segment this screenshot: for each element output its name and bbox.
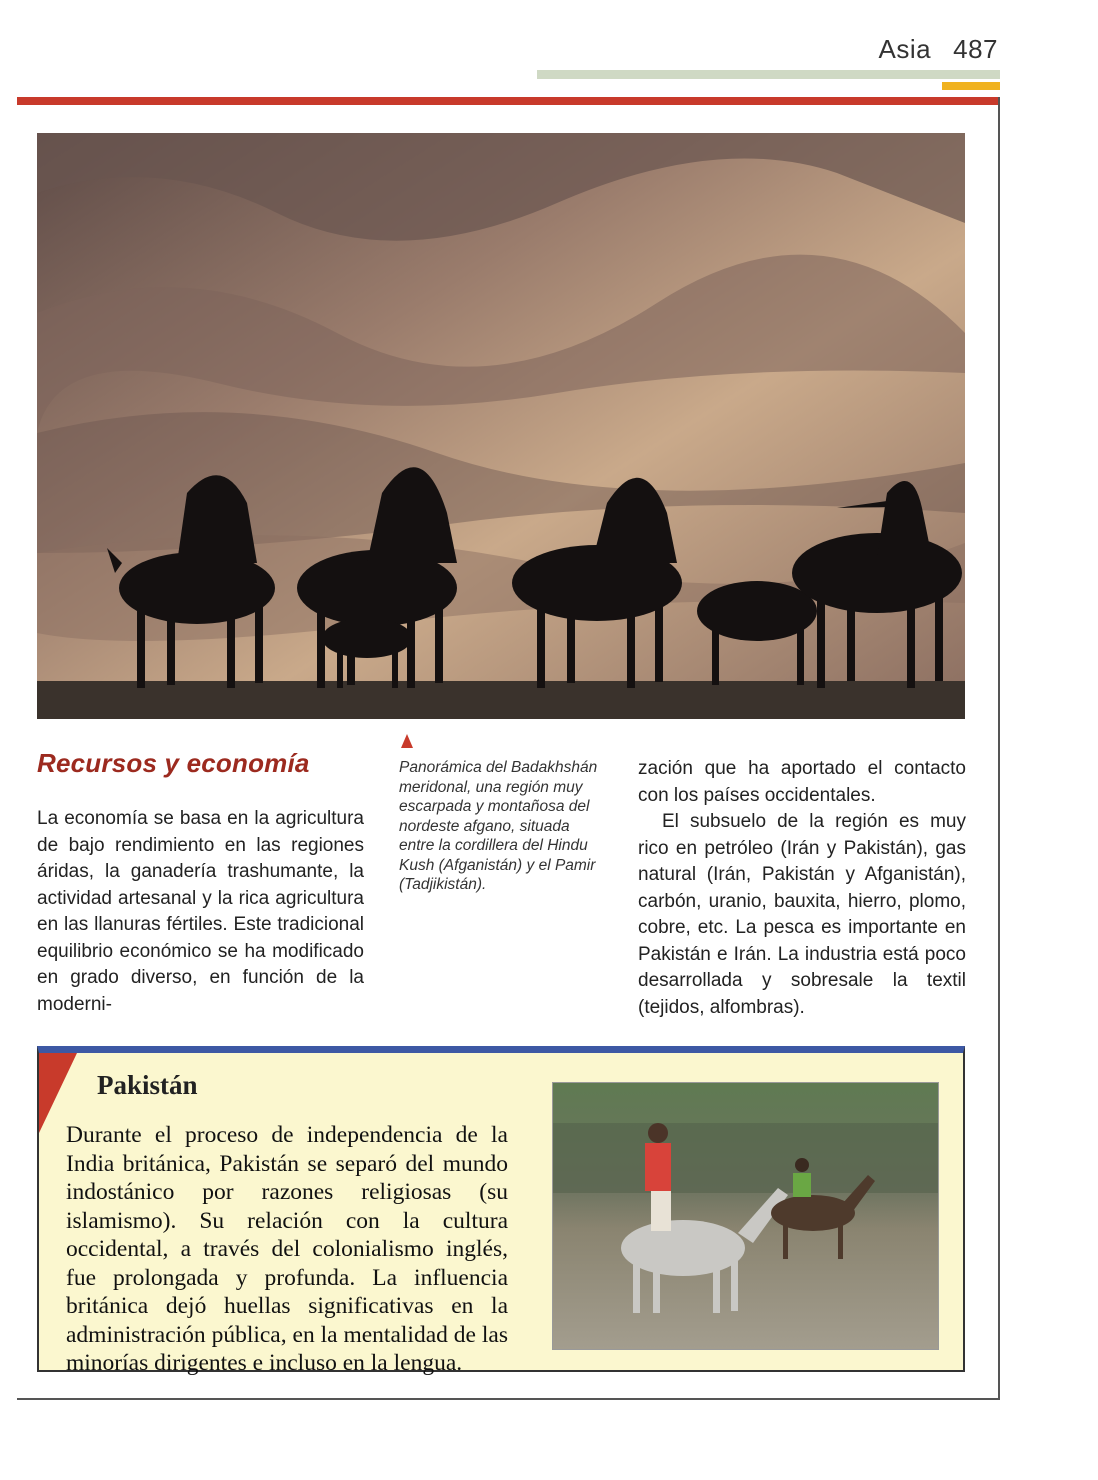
body-text-column-1: La economía se basa en la agricultura de bajo rendimiento en las regiones áridas, la ganadería trashumante, la actividad artesanal y la rica agricultura en las llanuras fértiles. Este tradicional equilibrio económico se ha modificado en grado diverso, en función de la moderni- <box>37 808 364 1015</box>
body-text-column-3 <box>638 756 966 1021</box>
box-text: Durante el proceso de independencia de la India británica, Pakistán se separó del mundo indostánico por razones religiosas (su islamismo). Su relación con la cultura occidental, a través del colonialismo inglés, fue prolongada y profunda. La influencia británica dejó huellas significativas en la administración pública, en la mentalidad de las minorías dirigentes e incluso en la lengua. <box>66 1122 508 1376</box>
running-header <box>879 34 998 65</box>
header-tab <box>942 82 1000 90</box>
caption-triangle-icon <box>401 734 413 748</box>
caravan-photo <box>37 133 965 719</box>
photo-caption: Panorámica del Badakhshán meridonal, una región muy escarpada y montañosa del nordeste afgano, situada entre la cordillera del Hindu Kush (Afganistán) y el Pamir (Tadjikistán). <box>399 759 598 893</box>
pakistan-sidebar-box <box>37 1046 965 1376</box>
photo-caption-block <box>399 734 604 895</box>
section-title: Recursos y economía <box>37 748 310 778</box>
page-number: 487 <box>953 34 998 64</box>
top-rule <box>17 97 1000 105</box>
frame-bottom-rule <box>17 1398 1000 1400</box>
body-paragraph-continuation: zación que ha aportado el contacto con los países occidentales. <box>638 758 966 806</box>
header-stripe <box>537 70 1000 79</box>
body-paragraph-subsoil: El subsuelo de la región es muy rico en petróleo (Irán y Pakistán), gas natural (Irán, Pakistán y Afganistán), carbón, uranio, bauxita, hierro, plomo, cobre, etc. La pesca es importante en Pakistán e Irán. La industria está poco desarrollada y sobresale la textil (tejidos, alfombras). <box>638 811 966 1018</box>
frame-right-rule <box>998 97 1000 1400</box>
section-name: Asia <box>878 34 932 64</box>
box-title: Pakistán <box>97 1070 198 1100</box>
polo-photo <box>552 1082 939 1350</box>
